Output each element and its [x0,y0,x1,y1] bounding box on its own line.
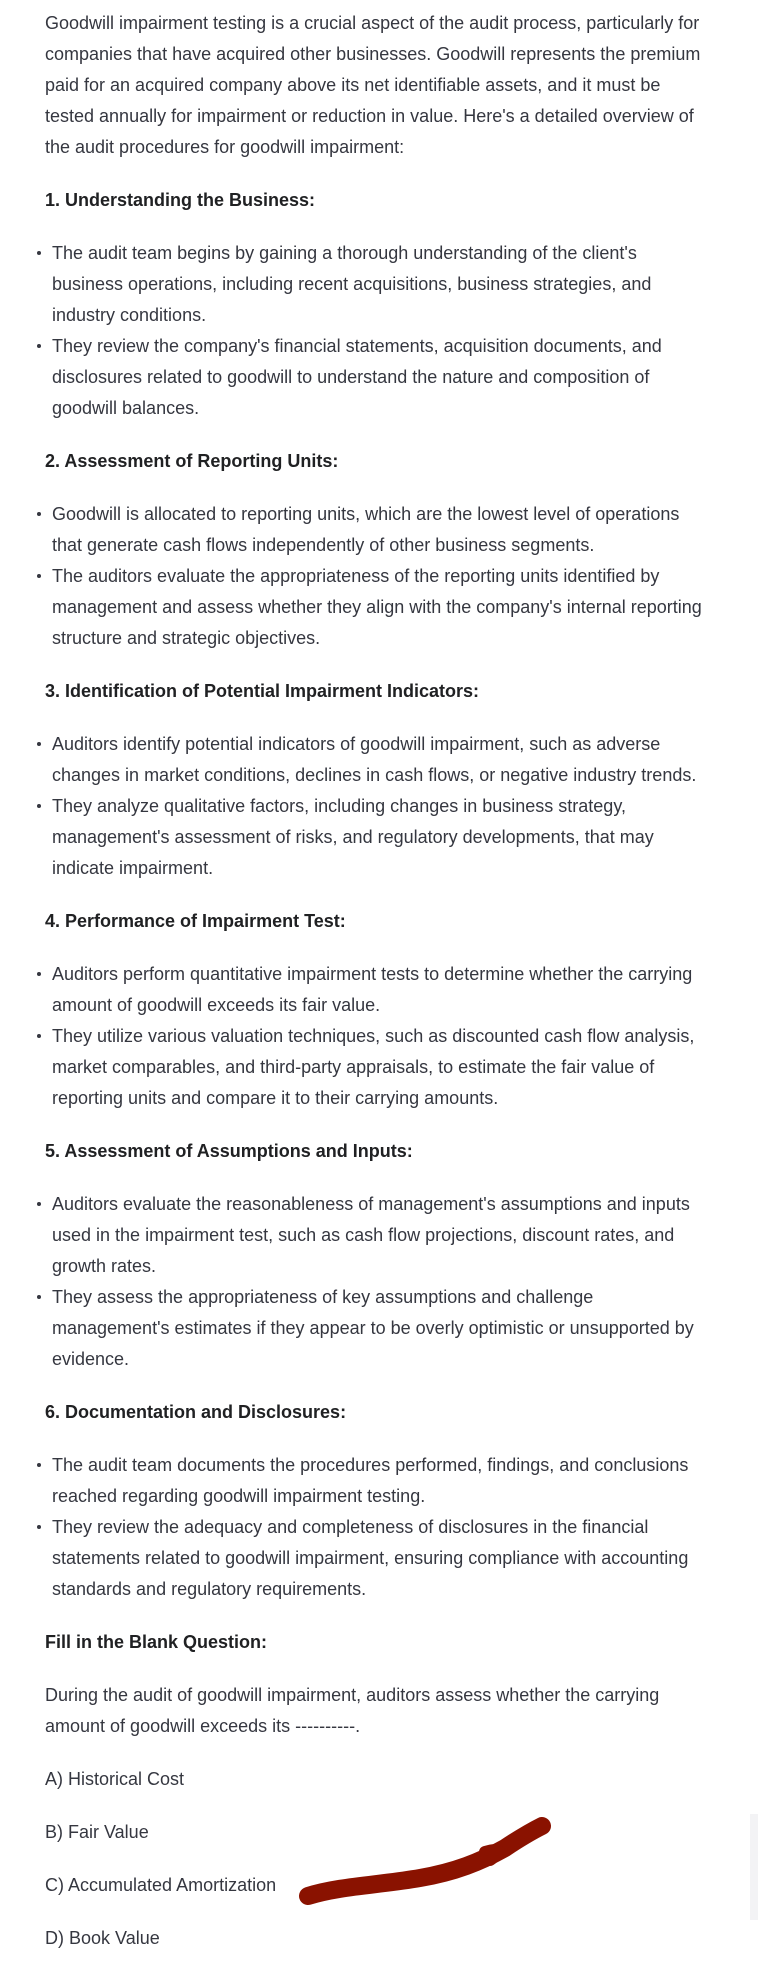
chat-message [45,8,710,1976]
list-item: Auditors perform quantitative impairment tests to determine whether the carrying amount of goodwill exceeds its fair value. [45,959,710,1021]
list-item: Goodwill is allocated to reporting units, which are the lowest level of operations that generate cash flows independently of other business segments. [45,499,710,561]
bullet-list [45,1450,710,1605]
list-item: They analyze qualitative factors, including changes in business strategy, management's assessment of risks, and regulatory developments, that may indicate impairment. [45,791,710,884]
section-heading: 3. Identification of Potential Impairment Indicators: [45,681,480,701]
list-item: The audit team begins by gaining a thorough understanding of the client's business operations, including recent acquisitions, business strategies, and industry conditions. [45,238,710,331]
bullet-list [45,238,710,424]
list-item: They review the adequacy and completeness of disclosures in the financial statements related to goodwill impairment, ensuring compliance with accounting standards and regulatory requirements. [45,1512,710,1605]
list-item: The audit team documents the procedures performed, findings, and conclusions reached regarding goodwill impairment testing. [45,1450,710,1512]
section-heading: 2. Assessment of Reporting Units: [45,451,339,471]
section-heading: 4. Performance of Impairment Test: [45,911,346,931]
list-item: Auditors evaluate the reasonableness of management's assumptions and inputs used in the impairment test, such as cash flow projections, discount rates, and growth rates. [45,1189,710,1282]
answer-option-d: D) Book Value [45,1928,160,1948]
answer-option-c: C) Accumulated Amortization [45,1875,277,1895]
list-item: The auditors evaluate the appropriateness of the reporting units identified by management and assess whether they align with the company's internal reporting structure and strategic objectives. [45,561,710,654]
bullet-list [45,959,710,1114]
section-6 [45,1397,710,1605]
list-item: They review the company's financial statements, acquisition documents, and disclosures related to goodwill to understand the nature and composition of goodwill balances. [45,331,710,424]
bullet-list [45,729,710,884]
list-item: They assess the appropriateness of key assumptions and challenge management's estimates if they appear to be overly optimistic or unsupported by evidence. [45,1282,710,1375]
section-5 [45,1136,710,1375]
scrollbar[interactable] [750,1814,758,1920]
question-block [45,1627,710,1954]
list-item: They utilize various valuation techniques, such as discounted cash flow analysis, market comparables, and third-party appraisals, to estimate the fair value of reporting units and compare it to their carrying amounts. [45,1021,710,1114]
section-3 [45,676,710,884]
section-2 [45,446,710,654]
section-heading: 6. Documentation and Disclosures: [45,1402,347,1422]
section-heading: 5. Assessment of Assumptions and Inputs: [45,1141,413,1161]
intro-paragraph: Goodwill impairment testing is a crucial aspect of the audit process, particularly for companies that have acquired other businesses. Goodwill represents the premium paid for an acquired company above its net identifiable assets, and it must be tested annually for impairment or reduction in value. Here's a detailed overview of the audit procedures for goodwill impairment: [45,13,701,157]
section-1 [45,185,710,424]
list-item: Auditors identify potential indicators of goodwill impairment, such as adverse changes in market conditions, declines in cash flows, or negative industry trends. [45,729,710,791]
answer-option-b: B) Fair Value [45,1822,149,1842]
question-heading: Fill in the Blank Question: [45,1632,268,1652]
section-heading: 1. Understanding the Business: [45,190,316,210]
answer-option-a: A) Historical Cost [45,1769,185,1789]
section-4 [45,906,710,1114]
bullet-list [45,1189,710,1375]
question-text: During the audit of goodwill impairment, auditors assess whether the carrying amount of goodwill exceeds its ----------. [45,1685,660,1736]
bullet-list [45,499,710,654]
